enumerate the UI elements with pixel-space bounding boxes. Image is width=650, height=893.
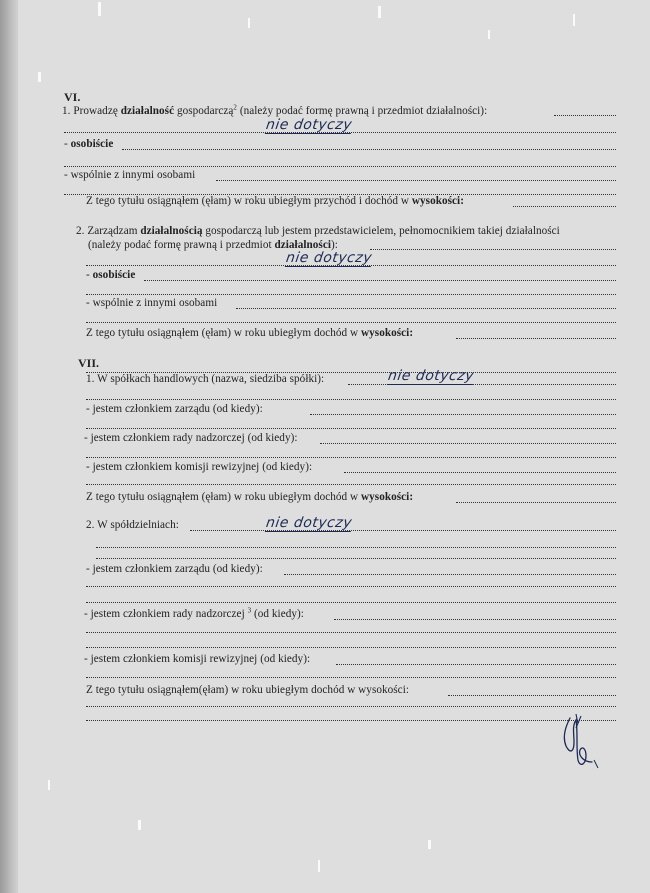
vi-q2-text: 2. Zarządzam działalnością gospodarczą lub jestem przedstawicielem, pełnomocnikiem takiej działalności bbox=[76, 225, 560, 237]
vii-q1-supervisory-label: - jestem członkiem rady nadzorczej (od kiedy): bbox=[84, 432, 298, 444]
vi-q2-income-label: Z tego tytułu osiągnąłem (ęłam) w roku ubiegłym dochód w wysokości: bbox=[86, 327, 414, 339]
scan-edge-shadow bbox=[0, 0, 18, 893]
vii-q1-board-label: - jestem członkiem zarządu (od kiedy): bbox=[86, 403, 263, 415]
section-vii-heading: VII. bbox=[78, 356, 100, 370]
vi-q2-jointly-label: - wspólnie z innymi osobami bbox=[86, 297, 218, 309]
vi-q1-income-label: Z tego tytułu osiągnąłem (ęłam) w roku ubiegłym przychód i dochód w wysokości: bbox=[86, 195, 464, 207]
vii-q2-text: 2. W spółdzielniach: bbox=[86, 519, 179, 531]
vii-q1-text: 1. W spółkach handlowych (nazwa, siedziba spółki): bbox=[86, 373, 325, 385]
vi-q2-personal-label: - osobiście bbox=[86, 269, 136, 281]
signature-initials bbox=[556, 712, 606, 774]
vii-q2-income-label: Z tego tytułu osiągnąłem(ęłam) w roku ubiegłym dochód w wysokości: bbox=[86, 684, 410, 696]
vi-q1-text: 1. Prowadzę działalność gospodarczą$^2$ (należy podać formę prawną i przedmiot działalności): bbox=[62, 103, 488, 117]
vi-q1-jointly-label: - wspólnie z innymi osobami bbox=[64, 169, 196, 181]
vi-q1-handwritten-answer: nie dotyczy bbox=[264, 117, 354, 133]
vii-q1-handwritten-answer: nie dotyczy bbox=[386, 368, 476, 384]
vi-q2-text-line2: (należy podać formę prawną i przedmiot działalności): bbox=[88, 239, 338, 251]
vi-q1-personal-label: - osobiście bbox=[64, 138, 114, 150]
vi-q2-handwritten-answer: nie dotyczy bbox=[284, 250, 374, 266]
vii-q2-handwritten-answer: nie dotyczy bbox=[264, 515, 354, 531]
vii-q2-audit-label: - jestem członkiem komisji rewizyjnej (od kiedy): bbox=[84, 653, 311, 665]
form-sheet bbox=[18, 0, 650, 893]
section-vi-heading: VI. bbox=[64, 90, 81, 104]
vii-q1-audit-label: - jestem członkiem komisji rewizyjnej (od kiedy): bbox=[86, 461, 313, 473]
vii-q1-income-label: Z tego tytułu osiągnąłem (ęłam) w roku ubiegłym dochód w wysokości: bbox=[86, 491, 414, 503]
vii-q2-supervisory-label: - jestem członkiem rady nadzorczej $^3$ (od kiedy): bbox=[84, 606, 304, 620]
vii-q2-board-label: - jestem członkiem zarządu (od kiedy): bbox=[86, 563, 263, 575]
